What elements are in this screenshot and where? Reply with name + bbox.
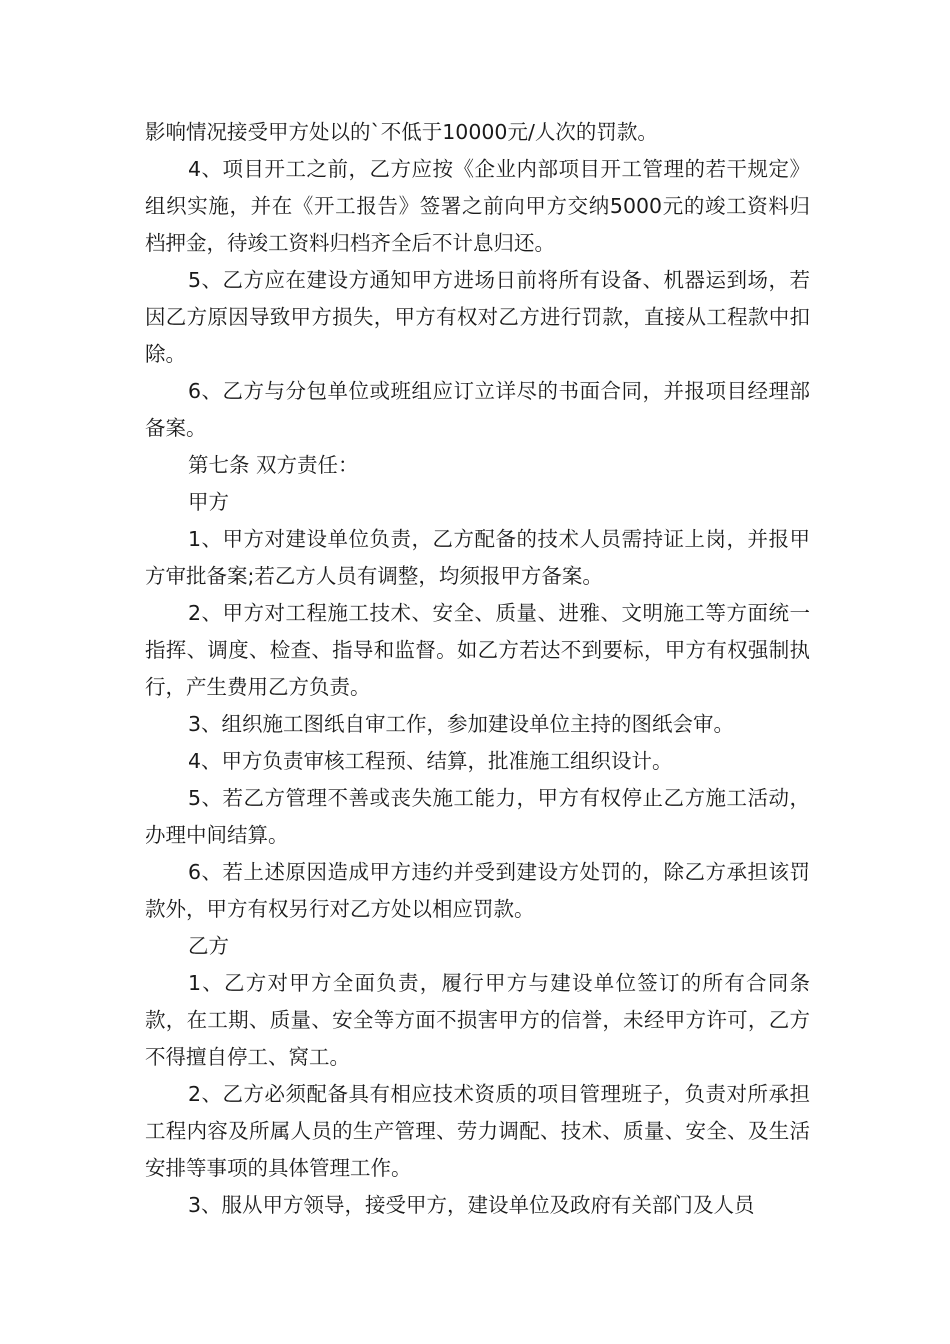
- party-a-item-3: 3、组织施工图纸自审工作，参加建设单位主持的图纸会审。: [188, 712, 735, 736]
- paragraph-item-6: 6、乙方与分包单位或班组应订立详尽的书面合同，并报项目经理部备案。: [145, 379, 810, 440]
- party-b-item-2: 2、乙方必须配备具有相应技术资质的项目管理班子，负责对所承担工程内容及所属人员的生产管理、劳力调配、技术、质量、安全、及生活安排等事项的具体管理工作。: [145, 1082, 810, 1180]
- party-b-heading: 乙方: [188, 934, 229, 958]
- party-a-heading: 甲方: [188, 490, 229, 514]
- document-body: [145, 114, 810, 1224]
- party-a-item-6: 6、若上述原因造成甲方违约并受到建设方处罚的，除乙方承担该罚款外，甲方有权另行对乙方处以相应罚款。: [145, 860, 810, 921]
- party-a-item-2: 2、甲方对工程施工技术、安全、质量、进雅、文明施工等方面统一指挥、调度、检查、指导和监督。如乙方若达不到要标，甲方有权强制执行，产生费用乙方负责。: [145, 601, 810, 699]
- paragraph-item-4: 4、项目开工之前，乙方应按《企业内部项目开工管理的若干规定》组织实施，并在《开工报告》签署之前向甲方交纳5000元的竣工资料归档押金，待竣工资料归档齐全后不计息归还。: [145, 157, 810, 255]
- paragraph-item-5: 5、乙方应在建设方通知甲方进场日前将所有设备、机器运到场，若因乙方原因导致甲方损失，甲方有权对乙方进行罚款，直接从工程款中扣除。: [145, 268, 810, 366]
- party-b-item-3: 3、服从甲方领导，接受甲方，建设单位及政府有关部门及人员: [188, 1193, 755, 1217]
- party-b-item-1: 1、乙方对甲方全面负责，履行甲方与建设单位签订的所有合同条款，在工期、质量、安全等方面不损害甲方的信誉，未经甲方许可，乙方不得擅自停工、窝工。: [145, 971, 810, 1069]
- paragraph-continuation: 影响情况接受甲方处以的`不低于10000元/人次的罚款。: [145, 120, 658, 144]
- party-a-item-4: 4、甲方负责审核工程预、结算，批准施工组织设计。: [188, 749, 673, 773]
- party-a-item-5: 5、若乙方管理不善或丧失施工能力，甲方有权停止乙方施工活动，办理中间结算。: [145, 786, 810, 847]
- article-heading: 第七条 双方责任：: [188, 453, 359, 477]
- party-a-item-1: 1、甲方对建设单位负责，乙方配备的技术人员需持证上岗，并报甲方审批备案;若乙方人员有调整，均须报甲方备案。: [145, 527, 810, 588]
